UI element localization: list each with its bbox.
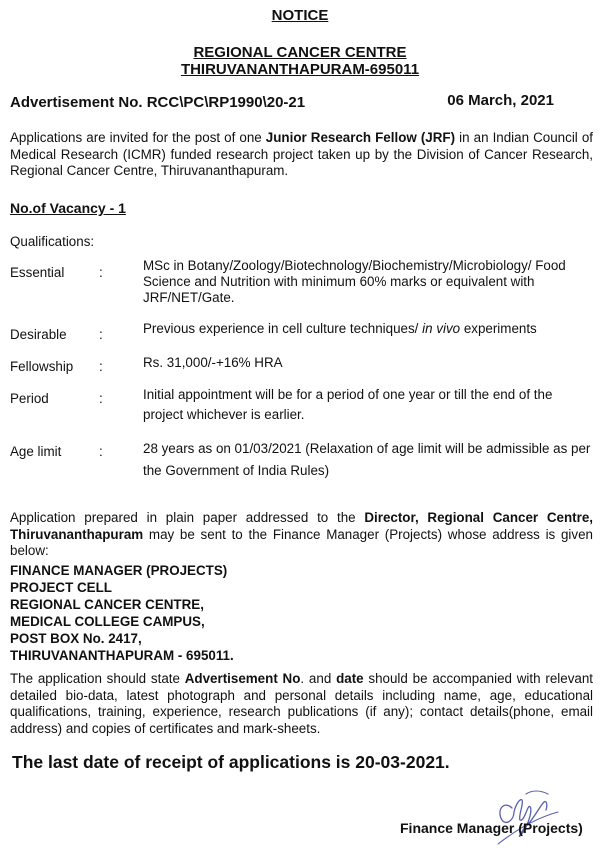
- signature-icon: [492, 786, 562, 846]
- application-paragraph: [10, 510, 593, 560]
- vacancy-count: No.of Vacancy - 1: [10, 200, 126, 216]
- instructions-bold-2: date: [336, 671, 364, 686]
- instructions-bold-1: Advertisement No: [184, 671, 301, 686]
- address-line-5: POST BOX No. 2417,: [10, 631, 142, 646]
- desirable-label: Desirable: [10, 327, 67, 342]
- essential-colon: :: [99, 265, 103, 280]
- age-limit-label: Age limit: [10, 444, 62, 459]
- age-limit-value: 28 years as on 01/03/2021 (Relaxation of age limit will be admissible as per the Government of India Rules): [143, 441, 591, 478]
- notice-heading: NOTICE: [271, 7, 329, 24]
- intro-text-2: in an Indian Council of Medical Research (ICMR) funded research project taken up by the Division of Cancer Research, Regional Cancer Centre, Thiruvananthapuram.: [10, 130, 593, 178]
- age-limit-colon: :: [99, 444, 103, 459]
- period-label: Period: [10, 391, 49, 406]
- address-line-1: FINANCE MANAGER (PROJECTS): [10, 563, 228, 578]
- intro-post-name: Junior Research Fellow (JRF): [265, 130, 456, 145]
- org-city: THIRUVANANTHAPURAM-695011: [180, 61, 420, 78]
- instructions-text-2: . and: [300, 671, 337, 686]
- fellowship-value: Rs. 31,000/-+16% HRA: [143, 355, 283, 370]
- advertisement-date: 06 March, 2021: [447, 92, 554, 109]
- last-date-statement: The last date of receipt of applications is 20-03-2021.: [12, 752, 450, 772]
- desirable-colon: :: [99, 327, 103, 342]
- application-text-1: Application prepared in plain paper addressed to the: [10, 510, 365, 525]
- application-text-2: may be sent to the Finance Manager (Projects) whose address is given below:: [10, 526, 593, 558]
- desirable-value: [143, 321, 593, 337]
- instructions-text-3: should be accompanied with relevant detailed bio-data, latest photograph and personal details including name, age, educational qualifications, training, experience, research publications (if any); contact details(phone, email address) and copies of certificates and mark-sheets.: [10, 671, 593, 736]
- address-block: [10, 562, 234, 664]
- period-colon: :: [99, 391, 103, 406]
- address-line-2: PROJECT CELL: [10, 580, 112, 595]
- address-line-3: REGIONAL CANCER CENTRE,: [10, 597, 204, 612]
- desirable-text-1: Previous experience in cell culture techniques/: [143, 321, 423, 336]
- essential-label: Essential: [10, 265, 65, 280]
- org-name: REGIONAL CANCER CENTRE: [193, 44, 407, 61]
- intro-paragraph: [10, 130, 593, 180]
- intro-text-1: Applications are invited for the post of one: [10, 130, 266, 145]
- desirable-text-2: experiments: [460, 321, 537, 336]
- qualifications-label: Qualifications:: [10, 234, 95, 249]
- fellowship-colon: :: [99, 359, 103, 374]
- instructions-paragraph: [10, 671, 593, 737]
- fellowship-label: Fellowship: [10, 359, 74, 374]
- essential-value: MSc in Botany/Zoology/Biotechnology/Biochemistry/Microbiology/ Food Science and Nutrition with minimum 60% marks or equivalent with JRF/NET/Gate.: [143, 258, 566, 305]
- application-addressee: Director, Regional Cancer Centre, Thiruvananthapuram: [10, 510, 593, 542]
- desirable-italic: in vivo: [422, 321, 461, 336]
- advertisement-number: Advertisement No. RCC\PC\RP1990\20-21: [10, 94, 306, 111]
- signatory-title: Finance Manager (Projects): [400, 820, 583, 836]
- address-line-4: MEDICAL COLLEGE CAMPUS,: [10, 614, 205, 629]
- instructions-text-1: The application should state: [10, 671, 185, 686]
- address-line-6: THIRUVANANTHAPURAM - 695011.: [10, 648, 234, 663]
- period-value: Initial appointment will be for a period of one year or till the end of the project whichever is earlier.: [143, 387, 553, 422]
